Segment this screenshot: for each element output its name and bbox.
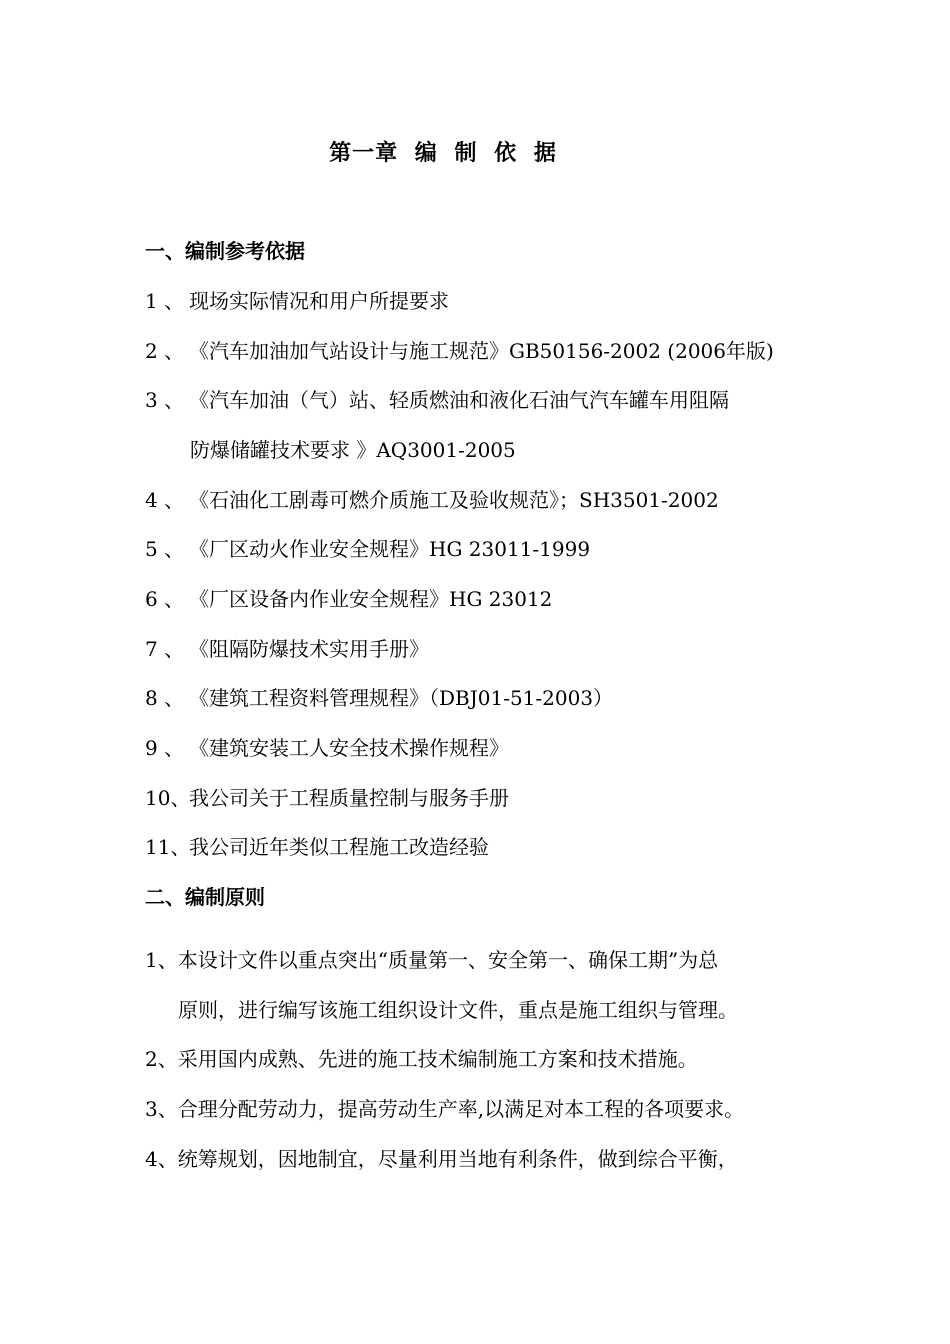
- list-item: [145, 286, 449, 316]
- item-text: 合理分配劳动力，提高劳动生产率,以满足对本工程的各项要求。: [177, 1097, 745, 1121]
- item-text: 统筹规划，因地制宜，尽量利用当地有利条件，做到综合平衡，: [177, 1147, 738, 1171]
- list-item: [145, 683, 613, 713]
- item-number: 10、: [145, 786, 191, 810]
- item-text: 采用国内成熟、先进的施工技术编制施工方案和技术措施。: [177, 1047, 698, 1071]
- item-number: 2 、: [145, 339, 185, 363]
- item-number: 7 、: [145, 637, 185, 661]
- list-item: [145, 534, 590, 564]
- list-item: [145, 945, 718, 975]
- chapter-title: [0, 136, 886, 167]
- list-item: [145, 634, 429, 664]
- item-text: 《建筑工程资料管理规程》（DBJ01-51-2003）: [189, 686, 614, 710]
- title-part: 第一章: [329, 140, 399, 166]
- list-item: [145, 783, 509, 813]
- item-number: 1、: [145, 948, 178, 972]
- title-part: 依: [494, 140, 518, 166]
- item-number: 5 、: [145, 537, 185, 561]
- item-text: 《建筑安装工人安全技术操作规程》: [189, 736, 509, 760]
- item-text: 本设计文件以重点突出“质量第一、安全第一、确保工期”为总: [177, 948, 719, 972]
- item-number: 2、: [145, 1047, 178, 1071]
- item-number: 6 、: [145, 587, 185, 611]
- item-text: 《厂区动火作业安全规程》HG 23011-1999: [189, 537, 591, 561]
- list-item: [145, 832, 489, 862]
- item-text: 《石油化工剧毒可燃介质施工及验收规范》；SH3501-2002: [189, 488, 719, 512]
- list-item: [145, 733, 509, 763]
- list-item: [145, 1094, 744, 1124]
- item-text: 现场实际情况和用户所提要求: [189, 289, 449, 313]
- list-item: [145, 584, 552, 614]
- item-number: 4、: [145, 1147, 178, 1171]
- title-part: 制: [454, 140, 478, 166]
- section-heading: 二、编制原则: [145, 885, 265, 909]
- list-item-continuation: 防爆储罐技术要求 》AQ3001-2005: [190, 438, 516, 462]
- item-text: 我公司关于工程质量控制与服务手册: [189, 786, 509, 810]
- list-item-continuation: 原则，进行编写该施工组织设计文件，重点是施工组织与管理。: [178, 998, 738, 1022]
- list-item: [145, 485, 719, 515]
- item-text: 我公司近年类似工程施工改造经验: [189, 835, 489, 859]
- list-item: [145, 336, 774, 366]
- item-number: 3、: [145, 1097, 178, 1121]
- item-text: 《汽车加油（气）站、轻质燃油和液化石油气汽车罐车用阻隔: [189, 388, 729, 412]
- item-number: 3 、: [145, 388, 185, 412]
- list-item: [145, 1044, 698, 1074]
- item-number: 11、: [145, 835, 191, 859]
- section-heading: 一、编制参考依据: [145, 239, 305, 263]
- item-number: 4 、: [145, 488, 185, 512]
- item-number: 8 、: [145, 686, 185, 710]
- title-part: 据: [533, 140, 557, 166]
- list-item: [145, 385, 729, 415]
- item-number: 9 、: [145, 736, 185, 760]
- item-text: 《汽车加油加气站设计与施工规范》GB50156-2002 (2006年版): [189, 339, 774, 363]
- item-text: 《厂区设备内作业安全规程》HG 23012: [189, 587, 553, 611]
- item-text: 《阻隔防爆技术实用手册》: [189, 637, 429, 661]
- list-item: [145, 1144, 738, 1174]
- item-number: 1 、: [145, 289, 185, 313]
- title-part: 编: [414, 140, 438, 166]
